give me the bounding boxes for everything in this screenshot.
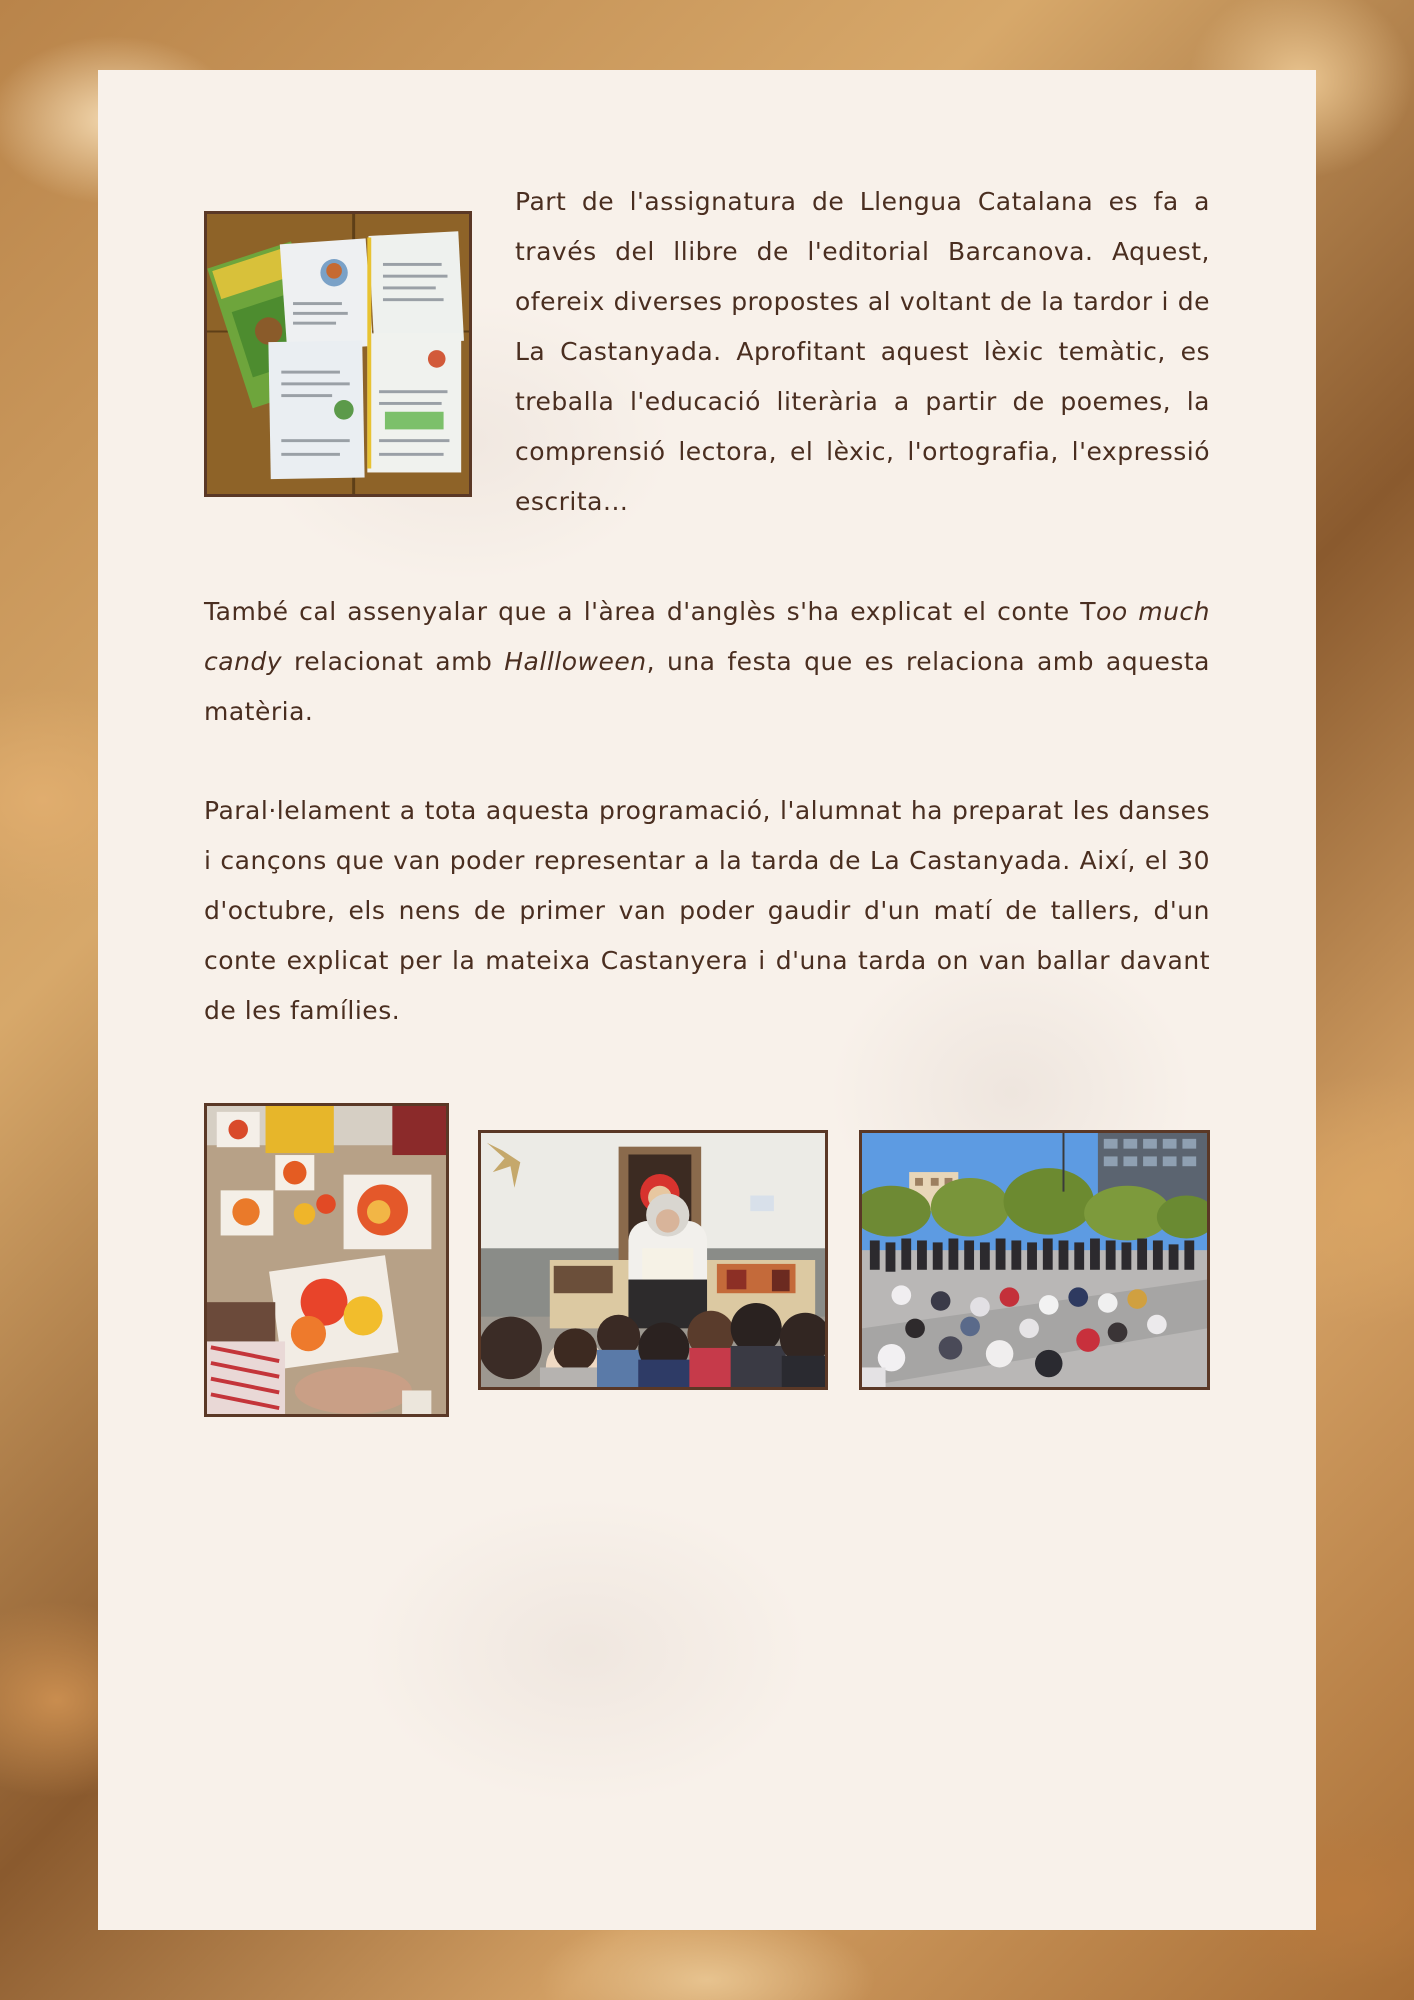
paragraph-catalan-textbook: Part de l'assignatura de Llengua Catalana es fa a través del llibre de l'editorial Barcanova. Aquest, ofereix diverses propostes al voltant de la tardor i de La Castanyada. Aprofitant aquest lèxic temàtic, es treballa l'educació literària a partir de poemes, la comprensió lectora, el lèxic, l'ortografia, l'expressió escrita... <box>515 187 1210 516</box>
halloween-italic: Hallloween <box>504 647 647 676</box>
schoolyard-dance-photo <box>859 1130 1210 1390</box>
textbook-photo <box>204 211 472 497</box>
storytelling-photo <box>478 1130 828 1390</box>
paragraph-castanyada-celebration: Paral·lelament a tota aquesta programació, l'alumnat ha preparat les danses i cançons que van poder representar a la tarda de La Castanyada. Així, el 30 d'octubre, els nens de primer van poder gaudir d'un matí de tallers, d'un conte explicat per la mateixa Castanyera i d'una tarda on van ballar davant de les famílies. <box>204 796 1210 1025</box>
paragraph-english-story-text-3: , una festa que es relaciona amb aquesta matèria. <box>204 647 1210 726</box>
content-panel <box>98 70 1316 1930</box>
crafts-workshop-photo <box>204 1103 449 1417</box>
paragraph-english-story-text-1: També cal assenyalar que a l'àrea d'anglès s'ha explicat el conte T <box>204 597 1097 626</box>
paragraph-english-story-text-2: relacionat amb <box>282 647 505 676</box>
paragraph-english-story <box>204 587 1210 737</box>
story-title-italic: oo much candy <box>204 597 1211 676</box>
